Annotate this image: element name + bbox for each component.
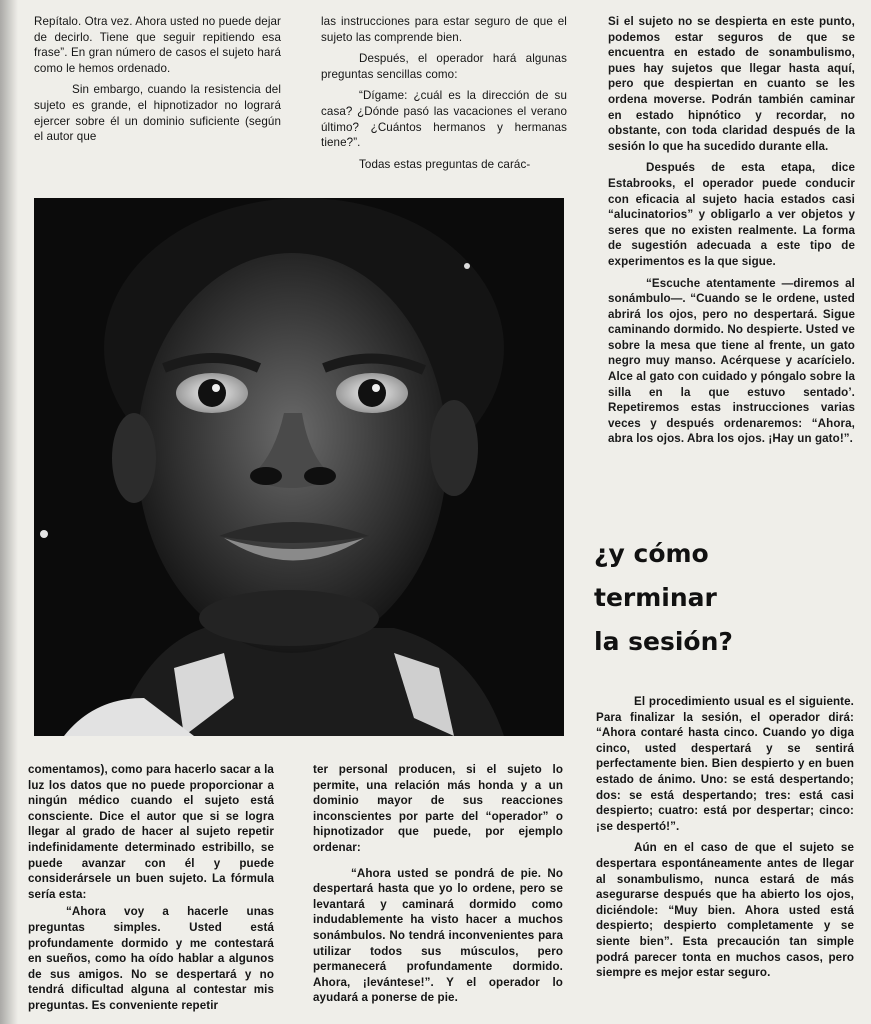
paragraph: Si el sujeto no se despierta en este punto, podemos estar seguros de que se encuentra en estado de sonambulismo, pues hay sujetos que llegar hasta aquí, pero que despiertan en cuanto se les ordena moverse. Podrán también caminar en estado hipnótico y recordar, no obstante, con toda claridad después de la sesión lo que ha sucedido durante ella.	[608, 15, 855, 153]
paragraph: Sin embargo, cuando la resistencia del sujeto es grande, el hipnotizador no logrará ejercer sobre él un dominio suficiente (según el autor que	[34, 83, 281, 144]
paragraph: las instrucciones para estar seguro de que el sujeto las comprende bien.	[321, 15, 567, 44]
paragraph: Después de esta etapa, dice Estabrooks, el operador puede conducir con eficacia al sujeto hacia estados casi “alucinatorios” y obligarlo a ver objetos y seres que no existen realmente. La forma de sugestión adecuada a este tipo de experimentos es la que sigue.	[608, 161, 855, 268]
column-1-bottom-text	[28, 762, 274, 1020]
heading-line: la sesión?	[594, 627, 733, 656]
paragraph: Después, el operador hará algunas preguntas sencillas como:	[321, 52, 567, 81]
paragraph: El procedimiento usual es el siguiente. Para finalizar la sesión, el operador dirá: “Ahora contaré hasta cinco. Cuando yo diga cinco, usted despertará y se sentirá perfectamente bien. Bien despierto y en buen estado de ánimo. Uno: se está despertando; dos: se está despertando; tres: está casi despierto; cuatro: está por despertar; cinco: ¡se despertó!”.	[596, 695, 854, 833]
paragraph: “Escuche atentamente —diremos al sonámbulo—. “Cuando se le ordene, usted abrirá los ojos, pero no despertará. Sigue caminando dormido. No despierte. Usted ve sobre la mesa que tiene al frente, un gato negro muy manso. Acérquese y acarícielo. Alce al gato con cuidado y póngalo sobre la silla en la que estuvo sentado’. Repetiremos estas instrucciones varias veces y después ordenaremos: “Ahora, abra los ojos. Abra los ojos. ¡Hay un gato!”.	[608, 276, 855, 446]
paragraph: ter personal producen, si el sujeto lo permite, una relación más honda y a un dominio mayor de sus reacciones inconscientes por parte del “operador” o hipnotizador que puede, por ejemplo ordenar:	[313, 763, 563, 854]
heading-line: ¿y cómo	[594, 539, 709, 568]
portrait-illustration	[34, 198, 564, 736]
portrait-photo	[34, 198, 564, 736]
paragraph: Repítalo. Otra vez. Ahora usted no puede dejar de decirlo. Tiene que seguir repitiendo esa frase”. En gran número de casos el sujeto hará como le hemos ordenado.	[34, 15, 281, 75]
paragraph: “Dígame: ¿cuál es la dirección de su casa? ¿Dónde pasó las vacaciones el verano último? ¿Cuántos hermanos y hermanas tiene?”.	[321, 89, 567, 150]
column-2-bottom-text	[313, 762, 563, 1012]
paragraph: “Ahora voy a hacerle unas preguntas simples. Usted está profundamente dormido y me contestará en sueños, como ha oído hablar a algunos de sus amigos. No se despertará y no tendrá dificultad alguna al contestar mis preguntas. Es conveniente repetir	[28, 905, 274, 1012]
section-heading	[594, 532, 854, 664]
paragraph: Todas estas preguntas de carác-	[359, 157, 531, 171]
column-3-top-text	[608, 14, 855, 453]
paragraph: Aún en el caso de que el sujeto se despertara espontáneamente antes de llegar al sonambulismo, nunca estará de más asegurarse después que ha abierto los ojos, diciéndole: “Muy bien. Ahora usted está despierto; despierto completamente y se siente bien”. Esta precaución tan simple podrá parecer tonta en muchos casos, pero siempre es mejor estar seguro.	[596, 841, 854, 980]
heading-line: terminar	[594, 583, 717, 612]
paragraph: comentamos), como para hacerlo sacar a la luz los datos que no puede proporcionar a ningún médico cuando el sujeto está consciente. Dice el autor que si se logra llegar al grado de hacer al sujeto repetir indefinidamente determinado estribillo, se puede avanzar con él y puede considerársele un buen sujeto. La fórmula sería esta:	[28, 763, 274, 901]
scan-shadow	[0, 0, 18, 1024]
column-2-top-text	[321, 14, 567, 178]
column-3-bottom-text	[596, 694, 854, 987]
column-1-top-text	[34, 14, 281, 151]
paragraph: “Ahora usted se pondrá de pie. No despertará hasta que yo lo ordene, pero se levantará y caminará dormido como indudablemente ha visto hacer a muchos sonámbulos. No tendrá inconvenientes para utilizar todos sus músculos, pero permanecerá profundamente dormido. Ahora, ¡levántese!”. Y el operador lo ayudará a ponerse de pie.	[313, 866, 563, 1005]
